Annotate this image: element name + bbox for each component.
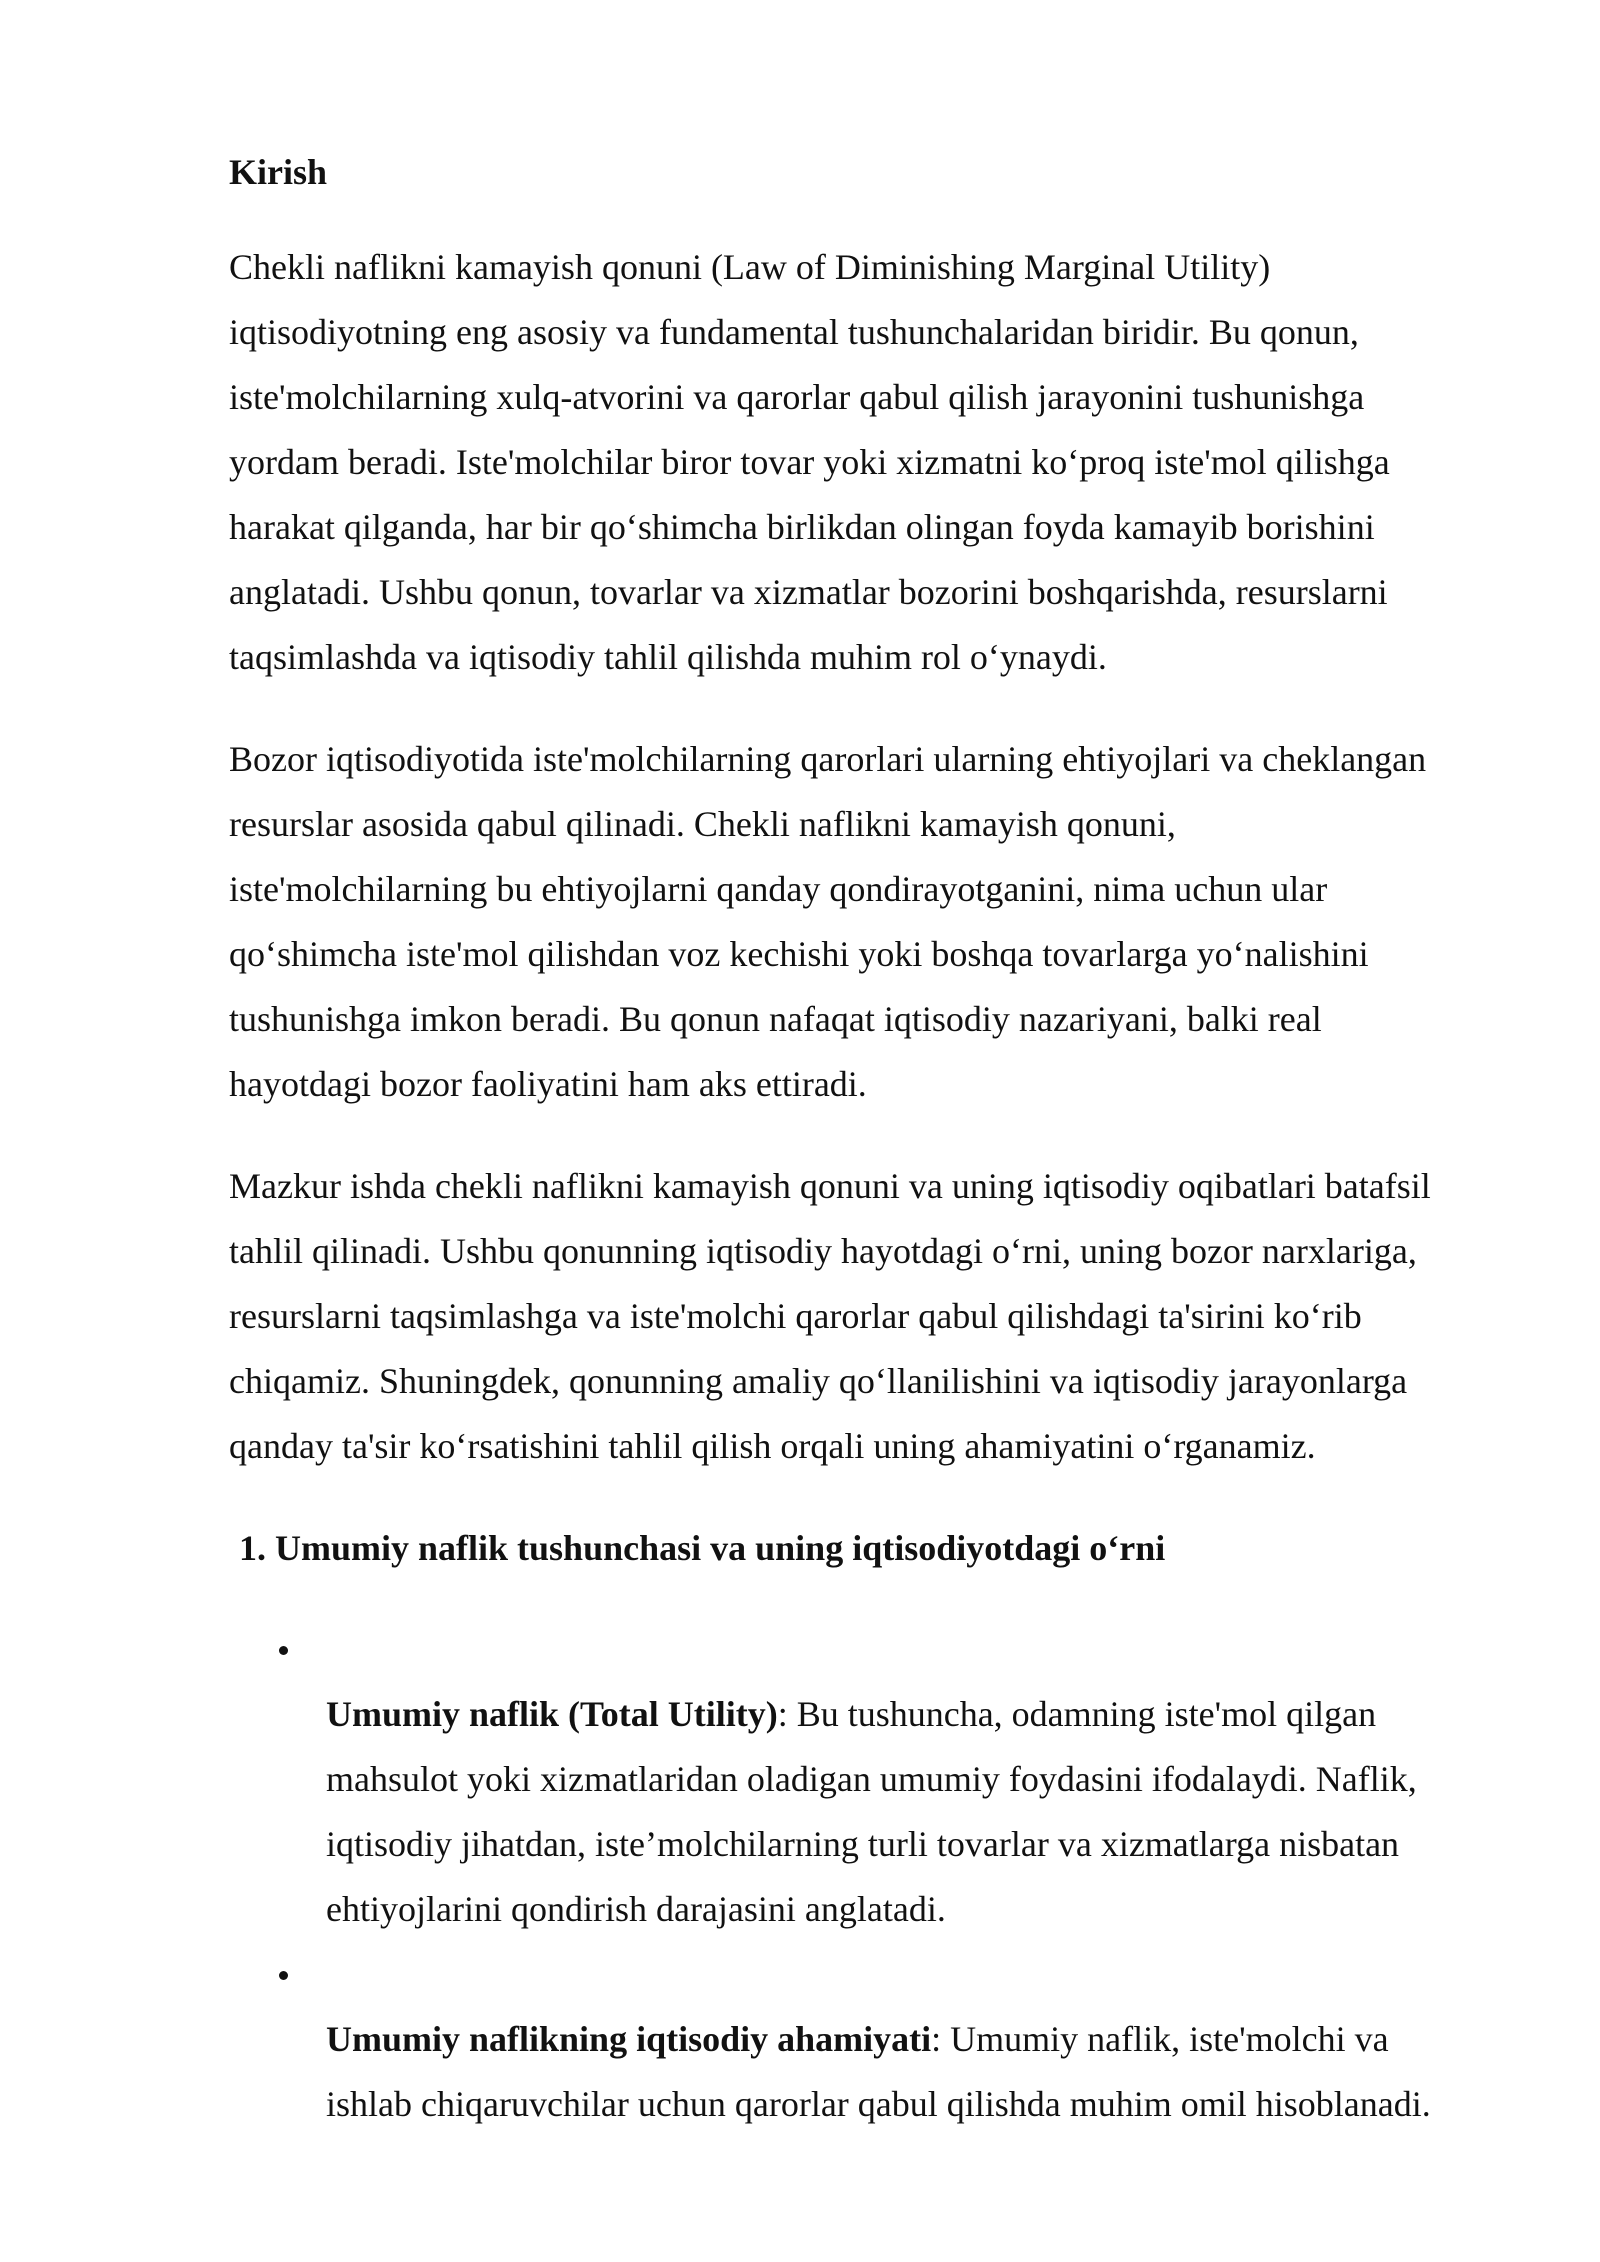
bullet-list	[229, 1617, 1495, 2137]
paragraph-intro: Chekli naflikni kamayish qonuni (Law of Diminishing Marginal Utility) iqtisodiyotning eng asosiy va fundamental tushunchalaridan biridir. Bu qonun, iste'molchilarning xulq-atvorini va qarorlar qabul qilish jarayonini tushunishga yordam beradi. Iste'molchilar biror tovar yoki xizmatni koʻproq iste'mol qilishga harakat qilganda, har bir qoʻshimcha birlikdan olingan foyda kamayib borishini anglatadi. Ushbu qonun, tovarlar va xizmatlar bozorini boshqarishda, resurslarni taqsimlashda va iqtisodiy tahlil qilishda muhim rol oʻynaydi.	[229, 247, 1390, 677]
section-title: 1. Umumiy naflik tushunchasi va uning iqtisodiyotdagi oʻrni	[239, 1528, 1166, 1568]
document-content	[229, 140, 1495, 2137]
bullet-term: Umumiy naflikning iqtisodiy ahamiyati	[326, 2019, 932, 2059]
paragraph-market: Bozor iqtisodiyotida iste'molchilarning qarorlari ularning ehtiyojlari va cheklangan resurslar asosida qabul qilinadi. Chekli naflikni kamayish qonuni, iste'molchilarning bu ehtiyojlarni qanday qondirayotganini, nima uchun ular qoʻshimcha iste'mol qilishdan voz kechishi yoki boshqa tovarlarga yoʻnalishini tushunishga imkon beradi. Bu qonun nafaqat iqtisodiy nazariyani, balki real hayotdagi bozor faoliyatini ham aks ettiradi.	[229, 739, 1427, 1104]
bullet-item-economic-importance	[229, 1942, 1495, 2137]
paragraph-scope: Mazkur ishda chekli naflikni kamayish qonuni va uning iqtisodiy oqibatlari batafsil tahlil qilinadi. Ushbu qonunning iqtisodiy hayotdagi oʻrni, uning bozor narxlariga, resurslarni taqsimlashga va iste'molchi qarorlar qabul qilishdagi ta'sirini koʻrib chiqamiz. Shuningdek, qonunning amaliy qoʻllanilishini va iqtisodiy jarayonlarga qanday ta'sir koʻrsatishini tahlil qilish orqali uning ahamiyatini oʻrganamiz.	[229, 1166, 1431, 1466]
page-heading: Kirish	[229, 152, 328, 192]
bullet-text: : Bu tushuncha, odamning iste'mol qilgan mahsulot yoki xizmatlaridan oladigan umumiy foydasini ifodalaydi. Naflik, iqtisodiy jihatdan, iste’molchilarning turli tovarlar va xizmatlarga nisbatan ehtiyojlarini qondirish darajasini anglatadi.	[326, 1694, 1417, 1929]
bullet-item-total-utility	[229, 1617, 1495, 1942]
bullet-icon	[279, 1971, 288, 1980]
bullet-icon	[279, 1646, 288, 1655]
bullet-text: : Umumiy naflik, iste'molchi va ishlab chiqaruvchilar uchun qarorlar qabul qilishda muhim omil hisoblanadi.	[326, 2019, 1431, 2124]
bullet-term: Umumiy naflik (Total Utility)	[326, 1694, 778, 1734]
